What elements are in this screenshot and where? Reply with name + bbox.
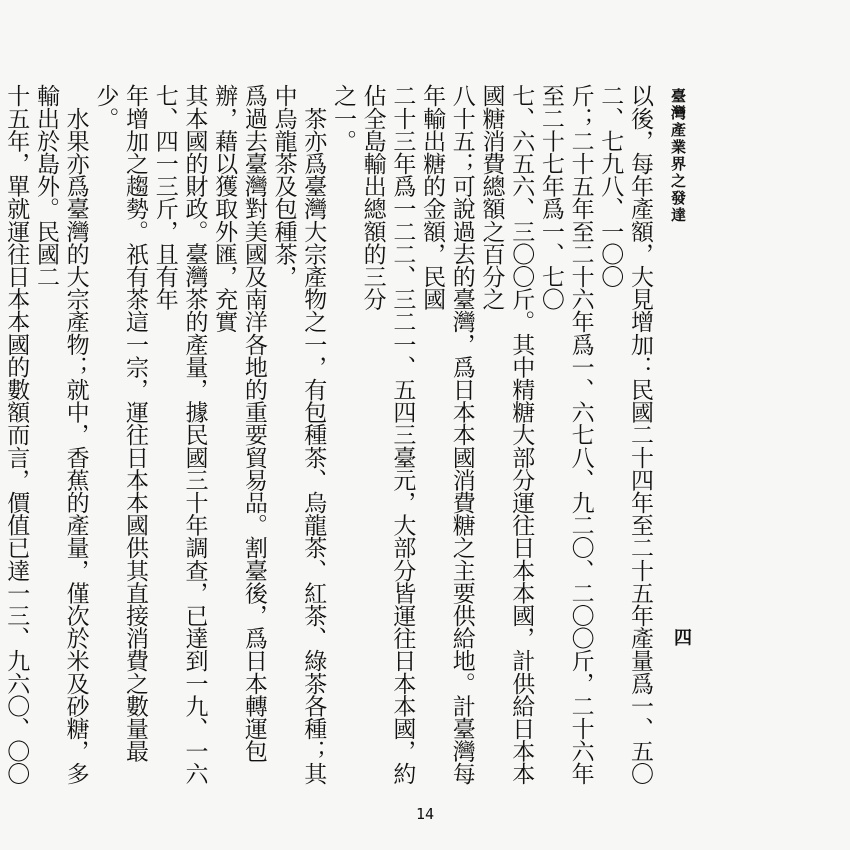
text-column: 水果亦爲臺灣的大宗產物；就中，香蕉的產量，僅次於米及砂糖，多輸出於島外。民國二 [32, 84, 89, 785]
text-column: 斤；二十五年至二十六年爲一、六七八、九二〇、二〇〇斤，二十六年至二十七年爲一、七〇 [537, 84, 594, 785]
running-head: 臺灣產業界之發達 [669, 88, 687, 224]
text-column: 茶亦爲臺灣大宗產物之一，有包種茶、烏龍茶、紅茶、綠茶各種；其中烏龍茶及包種茶， [270, 84, 327, 785]
body-text [3, 84, 654, 804]
text-column: 八十五；可說過去的臺灣，爲日本本國消費糖之主要供給地。計臺灣每年輸出糖的金額，民國 [419, 84, 475, 785]
text-column: 其本國的財政。臺灣茶的產量，據民國三十年調查，已達到一九、一六七、四一三斤，且有年 [151, 84, 208, 785]
text-column: 以後，每年產額，大見增加：民國二十四年至二十五年產量爲一、五〇二、七九八、一〇〇 [597, 84, 653, 785]
page-number: 14 [415, 805, 435, 823]
text-column: 十五年，單就運往日本本國的數額而言，價值已達一三、九六〇、〇〇 [3, 84, 30, 785]
text-column: 二十三年爲一二二、三二一、五四三臺元，大部分皆運往日本本國，約佔全島輸出總額的三分 [359, 84, 416, 785]
text-column: 七、六五六、三〇〇斤。其中精糖大部分運往日本本國，計供給日本本國糖消費總額之百分之 [478, 84, 535, 785]
page-marker: 四 [671, 628, 692, 646]
text-column: 爲過去臺灣對美國及南洋各地的重要貿易品。割臺後，爲日本轉運包辦，藉以獲取外匯，充實 [211, 84, 267, 763]
text-column: 年增加之趨勢。祇有茶這一宗，運往日本本國供其直接消費之數量最少。 [92, 84, 149, 763]
text-column: 之一。 [329, 84, 356, 152]
